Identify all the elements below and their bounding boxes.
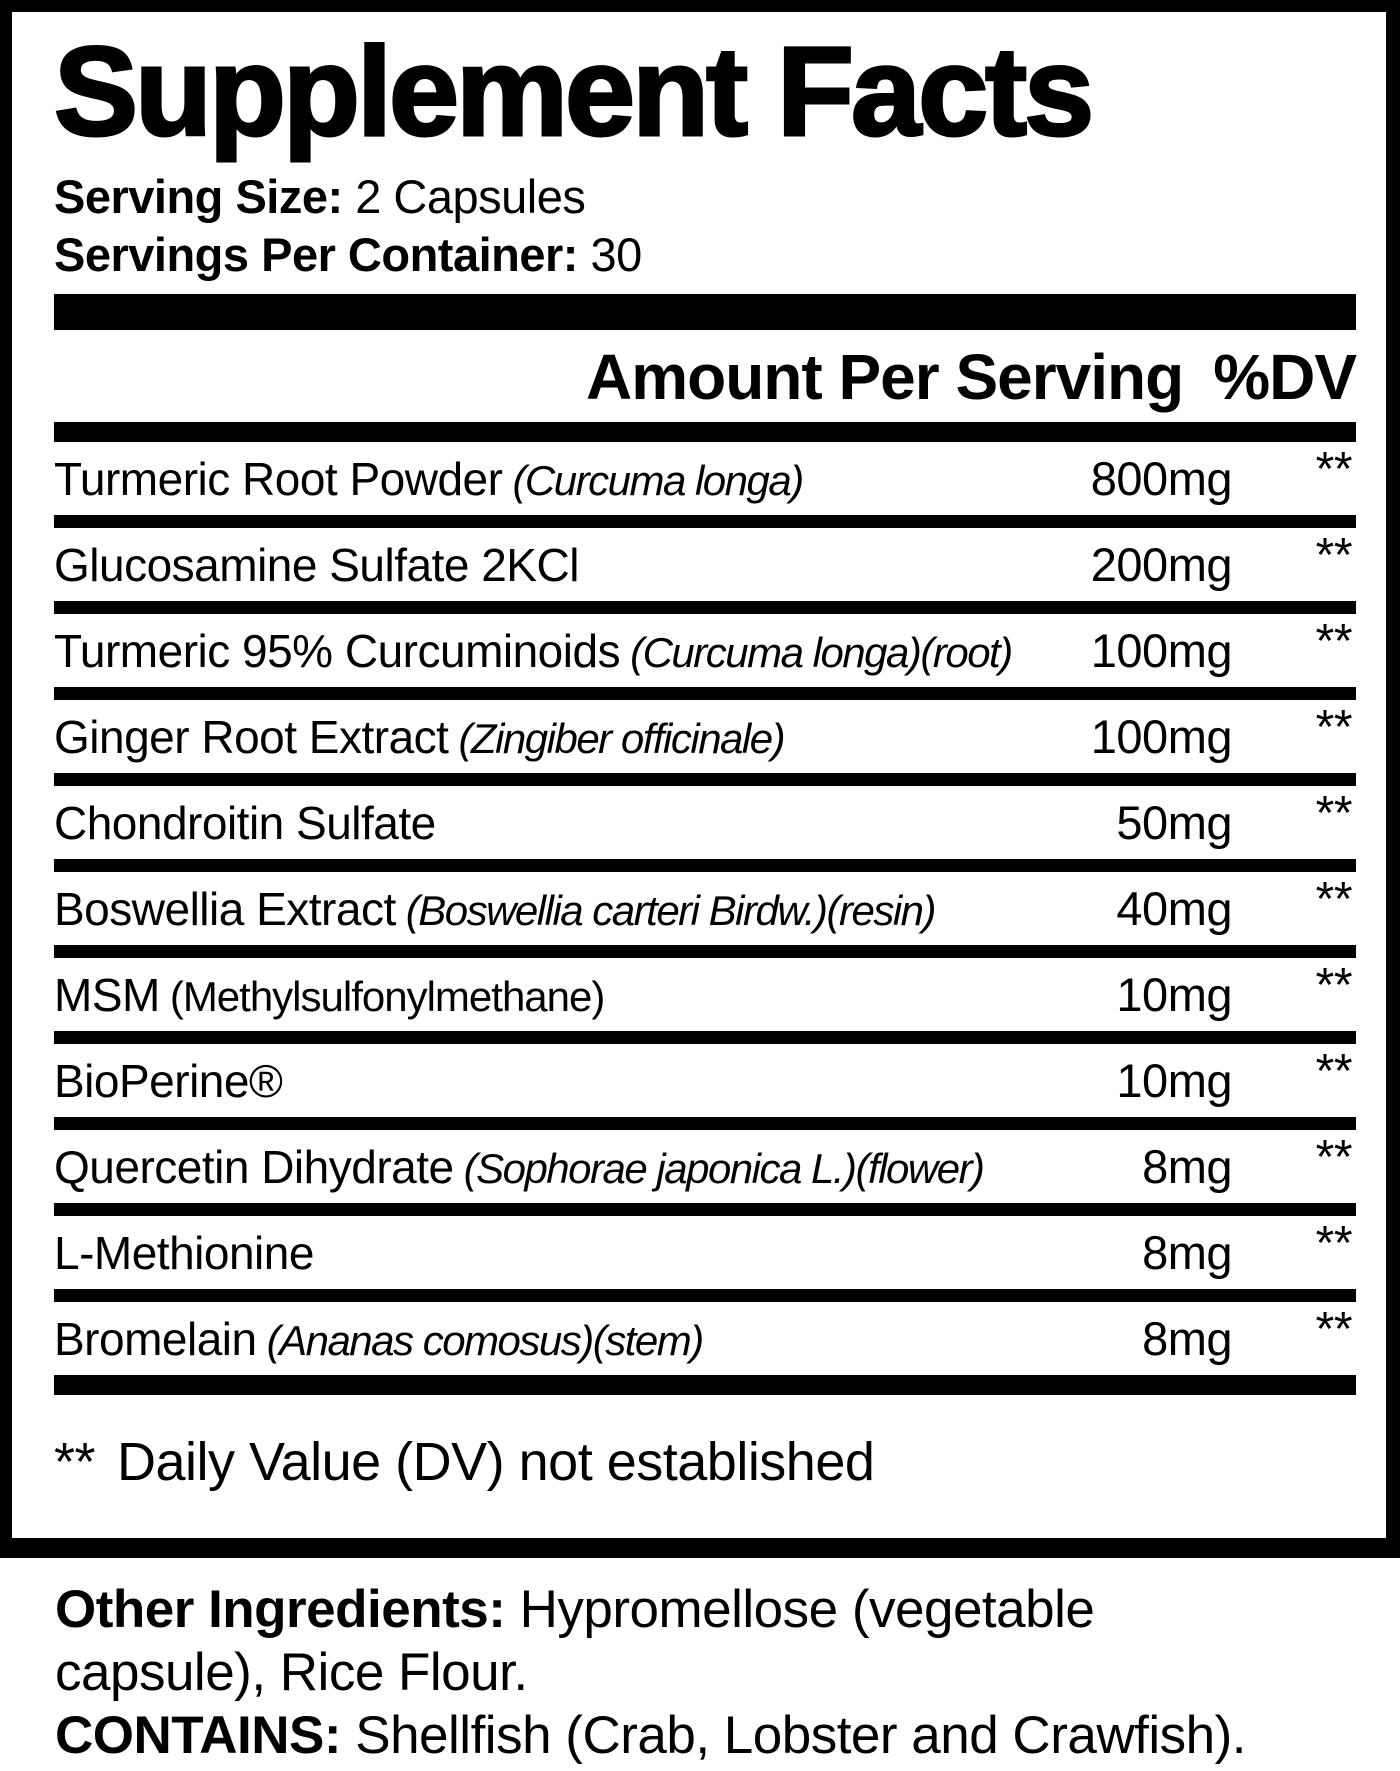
ingredient-name: Boswellia Extract (Boswellia carteri Birdw.)(resin) — [54, 882, 936, 935]
contains-label: CONTAINS: — [55, 1706, 341, 1765]
ingredient-name: BioPerine® — [54, 1054, 283, 1107]
ingredient-dv: ** — [1315, 443, 1352, 497]
ingredient-row — [54, 614, 1356, 700]
ingredient-name: MSM (Methylsulfonylmethane) — [54, 968, 605, 1021]
ingredient-row — [54, 442, 1356, 528]
ingredient-botanical-detail: (Curcuma longa)(root) — [630, 628, 1012, 676]
ingredient-row — [54, 958, 1356, 1044]
ingredient-name: Bromelain (Ananas comosus)(stem) — [54, 1312, 703, 1365]
footnote-asterisks: ** — [54, 1432, 96, 1493]
ingredient-dv: ** — [1315, 1217, 1352, 1271]
ingredient-amount: 50mg — [1116, 796, 1232, 850]
ingredient-botanical-detail: (Zingiber officinale) — [458, 714, 785, 762]
serving-info — [54, 168, 1356, 284]
ingredient-name: Quercetin Dihydrate (Sophorae japonica L.)(flower) — [54, 1140, 984, 1193]
ingredient-name: Glucosamine Sulfate 2KCl — [54, 538, 579, 591]
other-ingredients-line — [55, 1578, 1245, 1704]
contains-text: Shellfish (Crab, Lobster and Crawfish). — [355, 1706, 1246, 1765]
ingredient-row — [54, 1044, 1356, 1130]
ingredient-amount: 8mg — [1142, 1140, 1232, 1194]
ingredient-amount: 100mg — [1090, 710, 1232, 764]
divider-under-header — [54, 422, 1356, 442]
serving-size-line — [54, 168, 1356, 226]
ingredient-dv: ** — [1315, 873, 1352, 927]
ingredient-dv: ** — [1315, 529, 1352, 583]
ingredient-name: Ginger Root Extract (Zingiber officinale) — [54, 710, 785, 763]
ingredient-name: Turmeric 95% Curcuminoids (Curcuma longa)(root) — [54, 624, 1012, 677]
ingredient-dv: ** — [1315, 1045, 1352, 1099]
serving-size-value: 2 Capsules — [355, 170, 586, 224]
ingredient-name: L-Methionine — [54, 1226, 314, 1279]
ingredient-row — [54, 1216, 1356, 1302]
percent-dv-header: %DV — [1213, 341, 1356, 414]
serving-size-label: Serving Size: — [54, 170, 343, 224]
panel-title: Supplement Facts — [54, 21, 1092, 162]
ingredient-row — [54, 872, 1356, 958]
ingredient-name: Chondroitin Sulfate — [54, 796, 436, 849]
ingredient-botanical-detail: (Methylsulfonylmethane) — [169, 972, 605, 1020]
other-info-section — [0, 1578, 1400, 1767]
ingredient-dv: ** — [1315, 959, 1352, 1013]
ingredient-row — [54, 528, 1356, 614]
ingredient-amount: 800mg — [1090, 452, 1232, 506]
ingredient-dv: ** — [1315, 787, 1352, 841]
dv-footnote — [54, 1395, 1356, 1493]
amount-per-serving-header: Amount Per Serving — [585, 341, 1184, 414]
ingredient-amount: 40mg — [1116, 882, 1232, 936]
ingredient-dv: ** — [1315, 1303, 1352, 1357]
ingredient-dv: ** — [1315, 615, 1352, 669]
ingredient-amount: 10mg — [1116, 1054, 1232, 1108]
table-header — [54, 330, 1356, 422]
divider-thick-top — [54, 294, 1356, 330]
other-ingredients-label: Other Ingredients: — [55, 1580, 506, 1639]
ingredient-row — [54, 700, 1356, 786]
ingredient-row — [54, 786, 1356, 872]
ingredient-amount: 10mg — [1116, 968, 1232, 1022]
servings-per-container-line — [54, 226, 1356, 284]
ingredient-amount: 8mg — [1142, 1226, 1232, 1280]
ingredient-name: Turmeric Root Powder (Curcuma longa) — [54, 452, 803, 505]
ingredient-dv: ** — [1315, 701, 1352, 755]
ingredient-dv: ** — [1315, 1131, 1352, 1185]
contains-line — [55, 1704, 1395, 1767]
other-ingredients-text: Hypromellose (vegetable capsule), Rice Flour. — [55, 1580, 1095, 1702]
servings-per-container-label: Servings Per Container: — [54, 228, 578, 282]
ingredient-amount: 100mg — [1090, 624, 1232, 678]
footnote-text: Daily Value (DV) not established — [117, 1432, 875, 1493]
ingredient-row — [54, 1302, 1356, 1395]
ingredient-botanical-detail: (Sophorae japonica L.)(flower) — [463, 1144, 984, 1192]
ingredient-row — [54, 1130, 1356, 1216]
ingredient-amount: 200mg — [1090, 538, 1232, 592]
ingredient-rows — [54, 442, 1356, 1395]
ingredient-botanical-detail: (Ananas comosus)(stem) — [266, 1316, 703, 1364]
ingredient-amount: 8mg — [1142, 1312, 1232, 1366]
servings-per-container-value: 30 — [590, 228, 642, 282]
ingredient-botanical-detail: (Curcuma longa) — [512, 456, 803, 504]
ingredient-botanical-detail: (Boswellia carteri Birdw.)(resin) — [405, 886, 936, 934]
